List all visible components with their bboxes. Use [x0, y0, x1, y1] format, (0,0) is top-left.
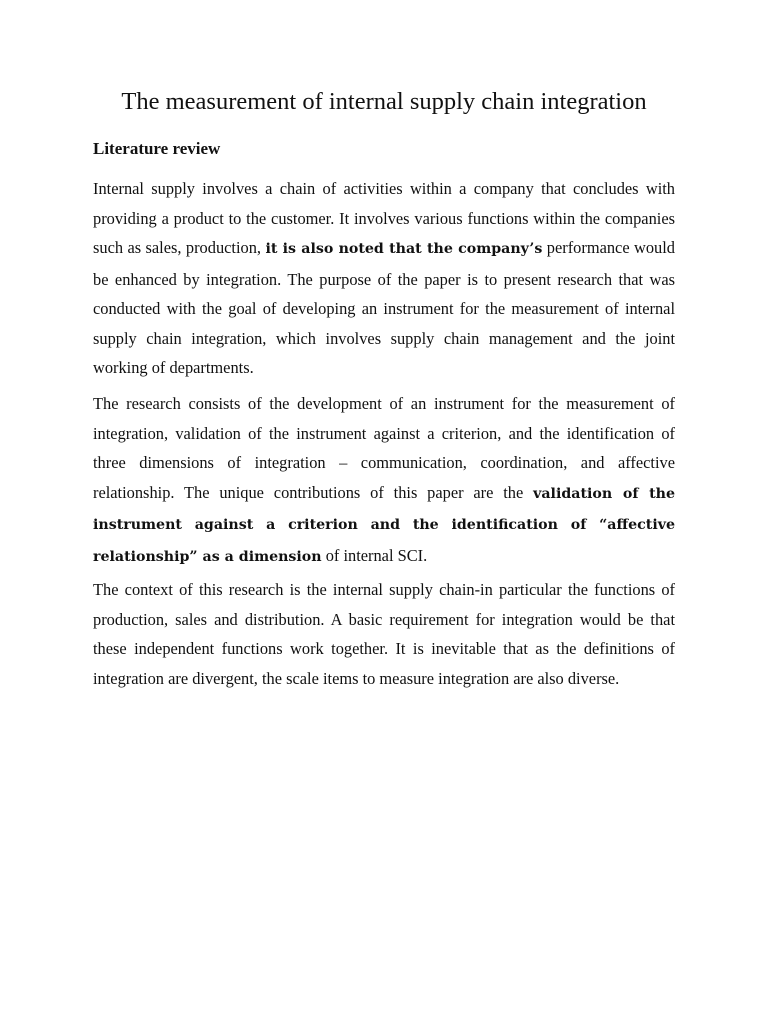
paragraph-1-text-a: Internal supply involves a chain of activities within a company that concludes with providing a product to the customer. It involves various functions within the companies such as sales, production, — [93, 179, 675, 257]
document-title: The measurement of internal supply chain integration — [121, 88, 647, 115]
paragraph-1-text-b: performance would be enhanced by integration. The purpose of the paper is to present research that was conducted with the goal of developing an instrument for the measurement of internal supply chain integration, which involves supply chain management and the joint working of departments. — [93, 238, 675, 377]
paragraph-2-text-b: of internal SCI. — [321, 545, 428, 565]
paragraph-2-text-a: The research consists of the development of an instrument for the measurement of integration, validation of the instrument against a criterion, and the identification of three dimensions of integration – communication, coordination, and affective relationship. The unique contributions of this paper are the — [93, 394, 675, 502]
section-heading: Literature review — [93, 139, 221, 158]
paragraph-1 — [93, 174, 675, 383]
paragraph-3 — [93, 575, 675, 693]
paragraph-1-emphasis: it is also noted that the company’s — [265, 241, 543, 257]
paragraph-2-emphasis: validation of the instrument against a criterion and the identification of “affective relationship” as a dimension — [93, 485, 676, 565]
paragraph-3-text: The context of this research is the internal supply chain-in particular the functions of production, sales and distribution. A basic requirement for integration would be that these independent functions work together. It is inevitable that as the definitions of integration are divergent, the scale items to measure integration are also diverse. — [93, 580, 675, 688]
paragraph-2 — [93, 389, 675, 572]
